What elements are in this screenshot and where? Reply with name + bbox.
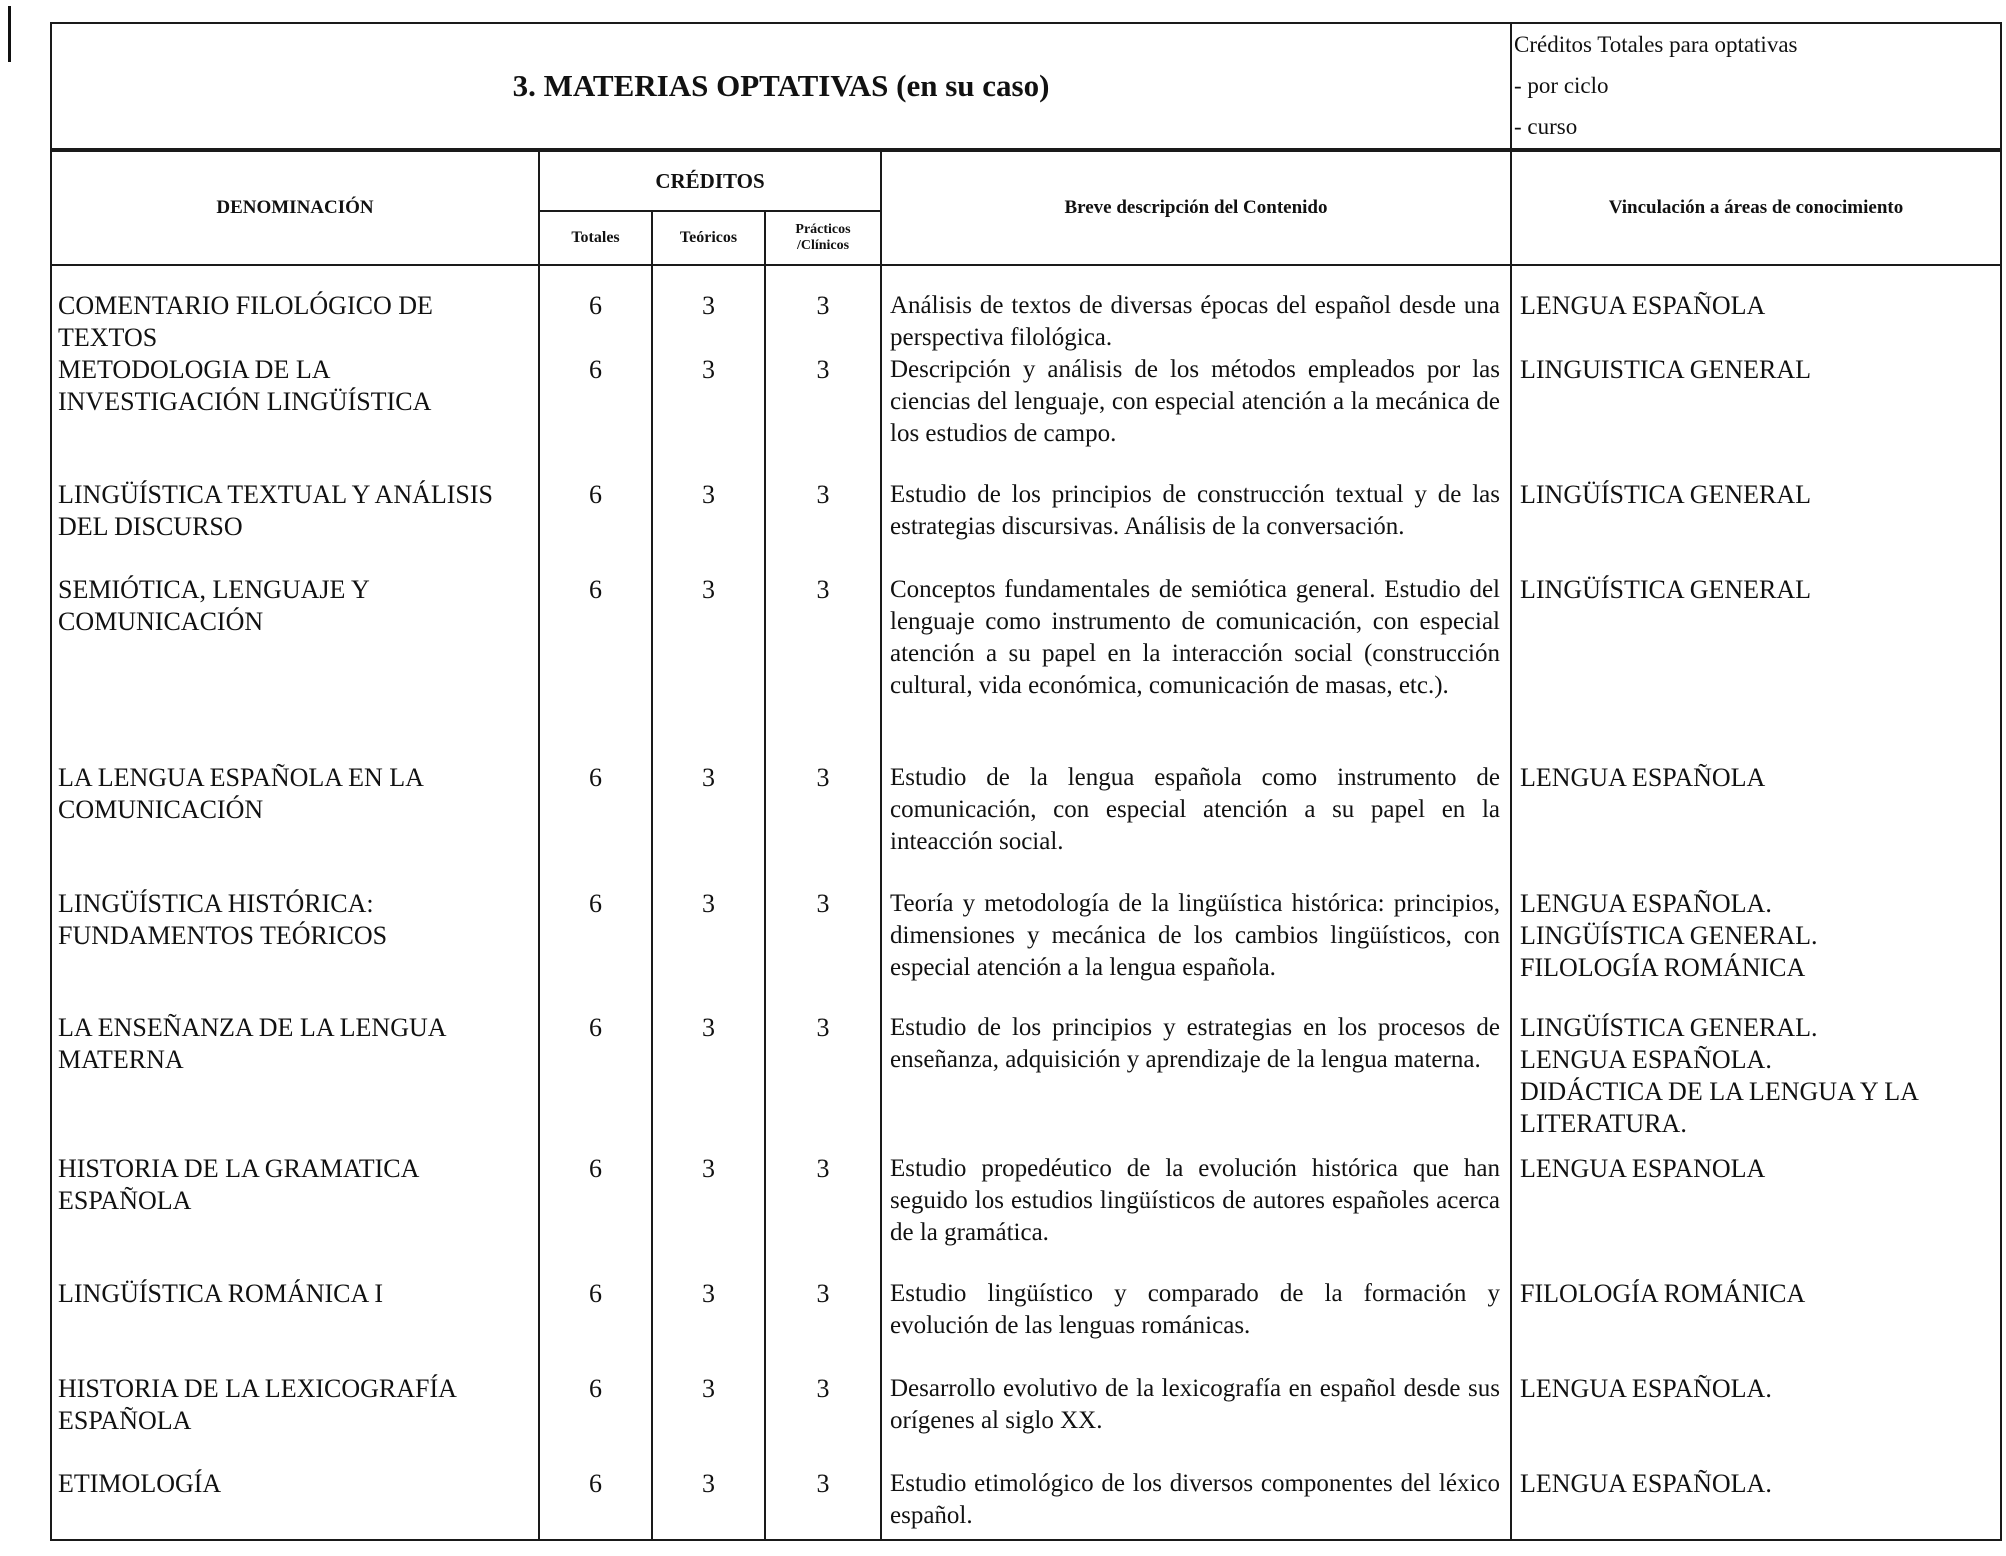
knowledge-area: LENGUA ESPAÑOLA.	[1520, 889, 1772, 918]
subject-name-line: INVESTIGACIÓN LINGÜÍSTICA	[58, 387, 432, 416]
table-row	[51, 265, 2001, 354]
knowledge-area: FILOLOGÍA ROMÁNICA	[1520, 1279, 1806, 1308]
credits-practicos: 3	[765, 1373, 881, 1468]
credits-practicos: 3	[765, 479, 881, 574]
credits-teoricos: 3	[652, 1278, 765, 1373]
credits-practicos: 3	[765, 354, 881, 479]
credits-totales: 6	[539, 1373, 652, 1468]
credits-totales: 6	[539, 1153, 652, 1278]
subject-name-line: LA ENSEÑANZA DE LA LENGUA	[58, 1013, 447, 1042]
credits-teoricos: 3	[652, 1373, 765, 1468]
subject-name	[51, 1012, 539, 1153]
table-row	[51, 479, 2001, 574]
knowledge-areas	[1511, 1468, 2001, 1540]
credits-teoricos: 3	[652, 1012, 765, 1153]
subject-description: Estudio de la lengua española como instrumento de comunicación, con especial atención a su papel en la inteacción social.	[881, 762, 1511, 888]
table-row	[51, 1373, 2001, 1468]
credits-teoricos: 3	[652, 1468, 765, 1540]
credits-teoricos: 3	[652, 762, 765, 888]
column-descripcion: Breve descripción del Contenido	[881, 151, 1511, 265]
knowledge-area: LITERATURA.	[1520, 1109, 1687, 1138]
knowledge-area: LENGUA ESPANOLA	[1520, 1154, 1766, 1183]
knowledge-area: LINGÜÍSTICA GENERAL.	[1520, 921, 1818, 950]
subject-name	[51, 1468, 539, 1540]
subject-description: Estudio de los principios de construcción textual y de las estrategias discursivas. Análisis de la conversación.	[881, 479, 1511, 574]
knowledge-areas	[1511, 479, 2001, 574]
subject-name	[51, 762, 539, 888]
subject-name-line: TEXTOS	[58, 323, 158, 352]
section-title: 3. MATERIAS OPTATIVAS (en su caso)	[51, 23, 1511, 149]
subject-name-line: SEMIÓTICA, LENGUAJE Y	[58, 575, 370, 604]
subject-name-line: HISTORIA DE LA GRAMATICA	[58, 1154, 420, 1183]
column-totales: Totales	[539, 211, 652, 265]
subject-name-line: HISTORIA DE LA LEXICOGRAFÍA	[58, 1374, 457, 1403]
scan-mark	[8, 6, 11, 62]
credits-per-course-label: - curso	[1514, 114, 1578, 139]
knowledge-areas	[1511, 1373, 2001, 1468]
credits-totales: 6	[539, 762, 652, 888]
subject-name	[51, 888, 539, 1012]
credits-teoricos: 3	[652, 574, 765, 762]
subject-name-line: METODOLOGIA DE LA	[58, 355, 331, 384]
subject-description: Estudio lingüístico y comparado de la formación y evolución de las lenguas románicas.	[881, 1278, 1511, 1373]
subject-name	[51, 1373, 539, 1468]
knowledge-areas	[1511, 265, 2001, 354]
credits-practicos: 3	[765, 1012, 881, 1153]
subject-name-line: ETIMOLOGÍA	[58, 1469, 222, 1498]
credits-totales: 6	[539, 354, 652, 479]
table-row	[51, 1278, 2001, 1373]
credits-totales: 6	[539, 1012, 652, 1153]
subjects-table	[50, 150, 2002, 1541]
subject-name-line: MATERNA	[58, 1045, 184, 1074]
credits-total-label: Créditos Totales para optativas	[1514, 32, 1798, 57]
subject-name-line: FUNDAMENTOS TEÓRICOS	[58, 921, 388, 950]
knowledge-area: LINGÜÍSTICA GENERAL	[1520, 480, 1812, 509]
knowledge-area: FILOLOGÍA ROMÁNICA	[1520, 953, 1806, 982]
knowledge-areas	[1511, 762, 2001, 888]
knowledge-area: LENGUA ESPAÑOLA	[1520, 291, 1766, 320]
table-row	[51, 1153, 2001, 1278]
knowledge-areas	[1511, 888, 2001, 1012]
subjects-body	[51, 265, 2001, 1540]
document-page	[50, 22, 2000, 1541]
subject-name-line: LINGÜÍSTICA ROMÁNICA I	[58, 1279, 383, 1308]
credits-teoricos: 3	[652, 888, 765, 1012]
subject-name	[51, 479, 539, 574]
knowledge-area: LINGÜÍSTICA GENERAL.	[1520, 1013, 1818, 1042]
table-row	[51, 354, 2001, 479]
subject-description: Desarrollo evolutivo de la lexicografía en español desde sus orígenes al siglo XX.	[881, 1373, 1511, 1468]
credits-totales: 6	[539, 888, 652, 1012]
credits-teoricos: 3	[652, 265, 765, 354]
subject-name-line: LINGÜÍSTICA HISTÓRICA:	[58, 889, 374, 918]
column-practicos-line2: /Clínicos	[796, 238, 850, 253]
table-row	[51, 762, 2001, 888]
credits-practicos: 3	[765, 888, 881, 1012]
subject-description: Descripción y análisis de los métodos empleados por las ciencias del lenguaje, con especial atención a la mecánica de los estudios de campo.	[881, 354, 1511, 479]
subject-description: Estudio propedéutico de la evolución histórica que han seguido los estudios lingüísticos de autores españoles acerca de la gramática.	[881, 1153, 1511, 1278]
subject-name	[51, 574, 539, 762]
subject-description: Análisis de textos de diversas épocas del español desde una perspectiva filológica.	[881, 265, 1511, 354]
subject-name-line: COMENTARIO FILOLÓGICO DE	[58, 291, 433, 320]
credits-totales: 6	[539, 1468, 652, 1540]
subject-name	[51, 1278, 539, 1373]
subject-name	[51, 1153, 539, 1278]
credits-practicos: 3	[765, 265, 881, 354]
subject-name-line: ESPAÑOLA	[58, 1186, 192, 1215]
credits-practicos: 3	[765, 1153, 881, 1278]
table-row	[51, 1468, 2001, 1540]
column-practicos	[765, 211, 881, 265]
subject-description: Conceptos fundamentales de semiótica general. Estudio del lenguaje como instrumento de comunicación, con especial atención a su papel en la interacción social (construcción cultural, vida económica, comunicación de masas, etc.).	[881, 574, 1511, 762]
credits-teoricos: 3	[652, 354, 765, 479]
knowledge-area: DIDÁCTICA DE LA LENGUA Y LA	[1520, 1077, 1919, 1106]
subject-description: Teoría y metodología de la lingüística histórica: principios, dimensiones y mecánica de los cambios lingüísticos, con especial atención a la lengua española.	[881, 888, 1511, 1012]
subject-name	[51, 265, 539, 354]
credits-practicos: 3	[765, 1278, 881, 1373]
knowledge-area: LENGUA ESPAÑOLA.	[1520, 1374, 1772, 1403]
subject-name	[51, 354, 539, 479]
credits-practicos: 3	[765, 574, 881, 762]
subject-name-line: COMUNICACIÓN	[58, 607, 264, 636]
subject-name-line: DEL DISCURSO	[58, 512, 243, 541]
knowledge-areas	[1511, 1153, 2001, 1278]
knowledge-area: LENGUA ESPAÑOLA.	[1520, 1469, 1772, 1498]
table-row	[51, 888, 2001, 1012]
knowledge-area: LINGUISTICA GENERAL	[1520, 355, 1812, 384]
subject-description: Estudio etimológico de los diversos componentes del léxico español.	[881, 1468, 1511, 1540]
subject-name-line: ESPAÑOLA	[58, 1406, 192, 1435]
subject-name-line: COMUNICACIÓN	[58, 795, 264, 824]
credits-teoricos: 3	[652, 479, 765, 574]
knowledge-areas	[1511, 574, 2001, 762]
credits-summary-box	[1511, 23, 2001, 149]
subject-description: Estudio de los principios y estrategias en los procesos de enseñanza, adquisición y aprendizaje de la lengua materna.	[881, 1012, 1511, 1153]
knowledge-areas	[1511, 354, 2001, 479]
credits-teoricos: 3	[652, 1153, 765, 1278]
credits-practicos: 3	[765, 762, 881, 888]
knowledge-areas	[1511, 1012, 2001, 1153]
column-teoricos: Teóricos	[652, 211, 765, 265]
credits-totales: 6	[539, 479, 652, 574]
credits-per-cycle-label: - por ciclo	[1514, 73, 1609, 98]
subject-name-line: LINGÜÍSTICA TEXTUAL Y ANÁLISIS	[58, 480, 493, 509]
credits-totales: 6	[539, 574, 652, 762]
column-creditos: CRÉDITOS	[539, 151, 881, 211]
table-row	[51, 574, 2001, 762]
column-practicos-line1: Prácticos	[795, 222, 851, 237]
credits-practicos: 3	[765, 1468, 881, 1540]
subject-name-line: LA LENGUA ESPAÑOLA EN LA	[58, 763, 424, 792]
knowledge-areas	[1511, 1278, 2001, 1373]
column-vinculacion: Vinculación a áreas de conocimiento	[1511, 151, 2001, 265]
knowledge-area: LENGUA ESPAÑOLA	[1520, 763, 1766, 792]
column-denominacion: DENOMINACIÓN	[51, 151, 539, 265]
knowledge-area: LENGUA ESPAÑOLA.	[1520, 1045, 1772, 1074]
credits-totales: 6	[539, 265, 652, 354]
knowledge-area: LINGÜÍSTICA GENERAL	[1520, 575, 1812, 604]
credits-totales: 6	[539, 1278, 652, 1373]
header-table	[50, 22, 2002, 150]
table-row	[51, 1012, 2001, 1153]
